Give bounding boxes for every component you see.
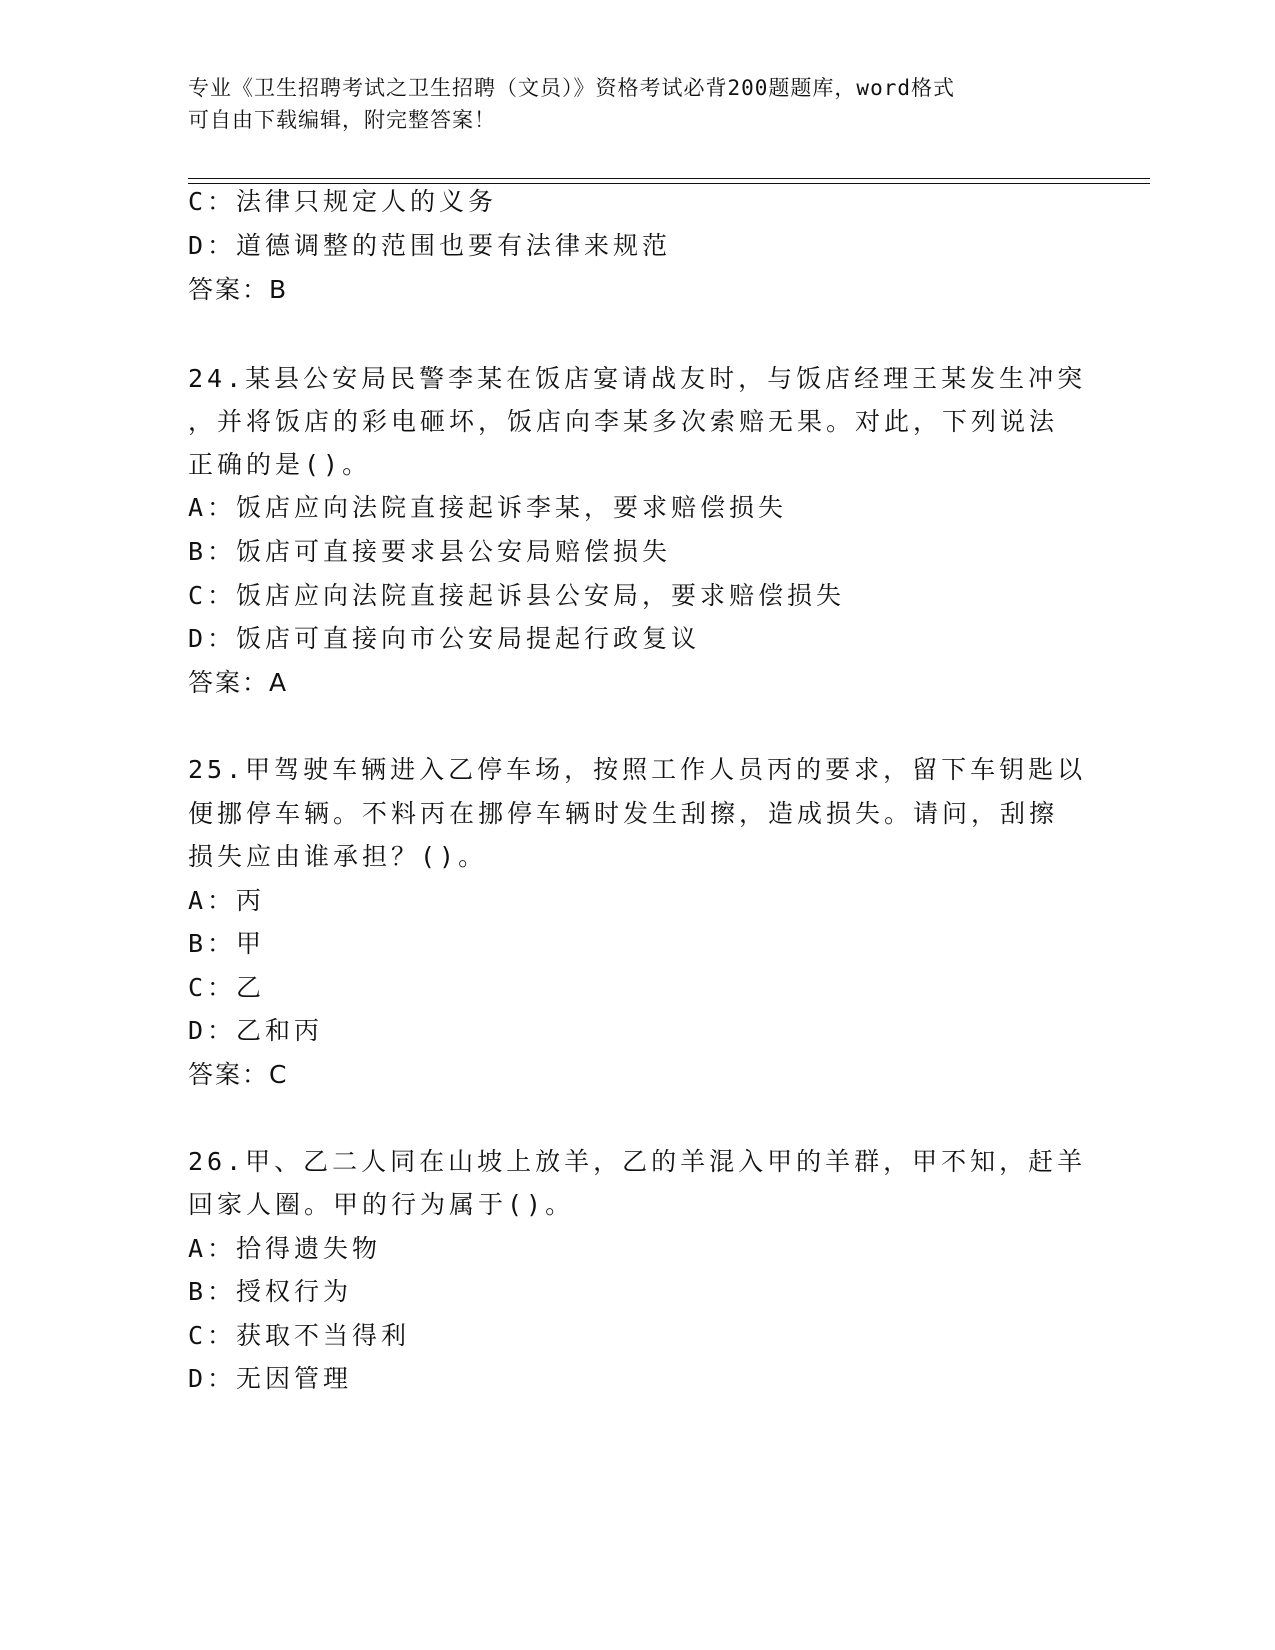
- q25-option-b: B：甲: [188, 929, 266, 958]
- q25-line-2: 便挪停车辆。不料丙在挪停车辆时发生刮擦，造成损失。请问，刮擦: [188, 799, 1059, 828]
- header-rule-top: [188, 178, 1150, 179]
- q24-line-3: 正确的是()。: [188, 450, 372, 479]
- q26-line-1: 26.甲、乙二人同在山坡上放羊，乙的羊混入甲的羊群，甲不知，赶羊: [188, 1147, 1087, 1176]
- q25-line-1: 25.甲驾驶车辆进入乙停车场，按照工作人员丙的要求，留下车钥匙以: [188, 755, 1087, 784]
- q24-line-2: ，并将饭店的彩电砸坏，饭店向李某多次索赔无果。对此，下列说法: [188, 407, 1059, 436]
- q24-option-b: B：饭店可直接要求县公安局赔偿损失: [188, 537, 672, 566]
- prev-option-d: D：道德调整的范围也要有法律来规范: [188, 231, 672, 260]
- q26-option-c: C：获取不当得利: [188, 1321, 411, 1350]
- q24-option-c: C：饭店应向法院直接起诉县公安局，要求赔偿损失: [188, 581, 846, 610]
- prev-answer: 答案：B: [188, 275, 289, 304]
- q26-option-a: A：拾得遗失物: [188, 1234, 382, 1263]
- q26-option-d: D：无因管理: [188, 1364, 353, 1393]
- header-line-1: 专业《卫生招聘考试之卫生招聘（文员）》资格考试必背200题题库，word格式: [188, 76, 955, 100]
- q24-line-1: 24.某县公安局民警李某在饭店宴请战友时，与饭店经理王某发生冲突: [188, 364, 1087, 393]
- q26-line-2: 回家人圈。甲的行为属于()。: [188, 1190, 575, 1219]
- q25-line-3: 损失应由谁承担？()。: [188, 842, 488, 871]
- q24-option-a: A：饭店应向法院直接起诉李某，要求赔偿损失: [188, 493, 788, 522]
- q25-option-d: D：乙和丙: [188, 1016, 324, 1045]
- q25-option-a: A：丙: [188, 886, 266, 915]
- header-rule-bottom: [188, 183, 1150, 184]
- q26-option-b: B：授权行为: [188, 1277, 353, 1306]
- prev-option-c: C：法律只规定人的义务: [188, 187, 498, 216]
- q24-answer: 答案：A: [188, 668, 289, 697]
- q25-option-c: C：乙: [188, 973, 266, 1002]
- header-line-2: 可自由下载编辑，附完整答案！: [188, 108, 496, 132]
- q25-answer: 答案：C: [188, 1060, 289, 1089]
- q24-option-d: D：饭店可直接向市公安局提起行政复议: [188, 624, 701, 653]
- document-header: [188, 72, 1068, 136]
